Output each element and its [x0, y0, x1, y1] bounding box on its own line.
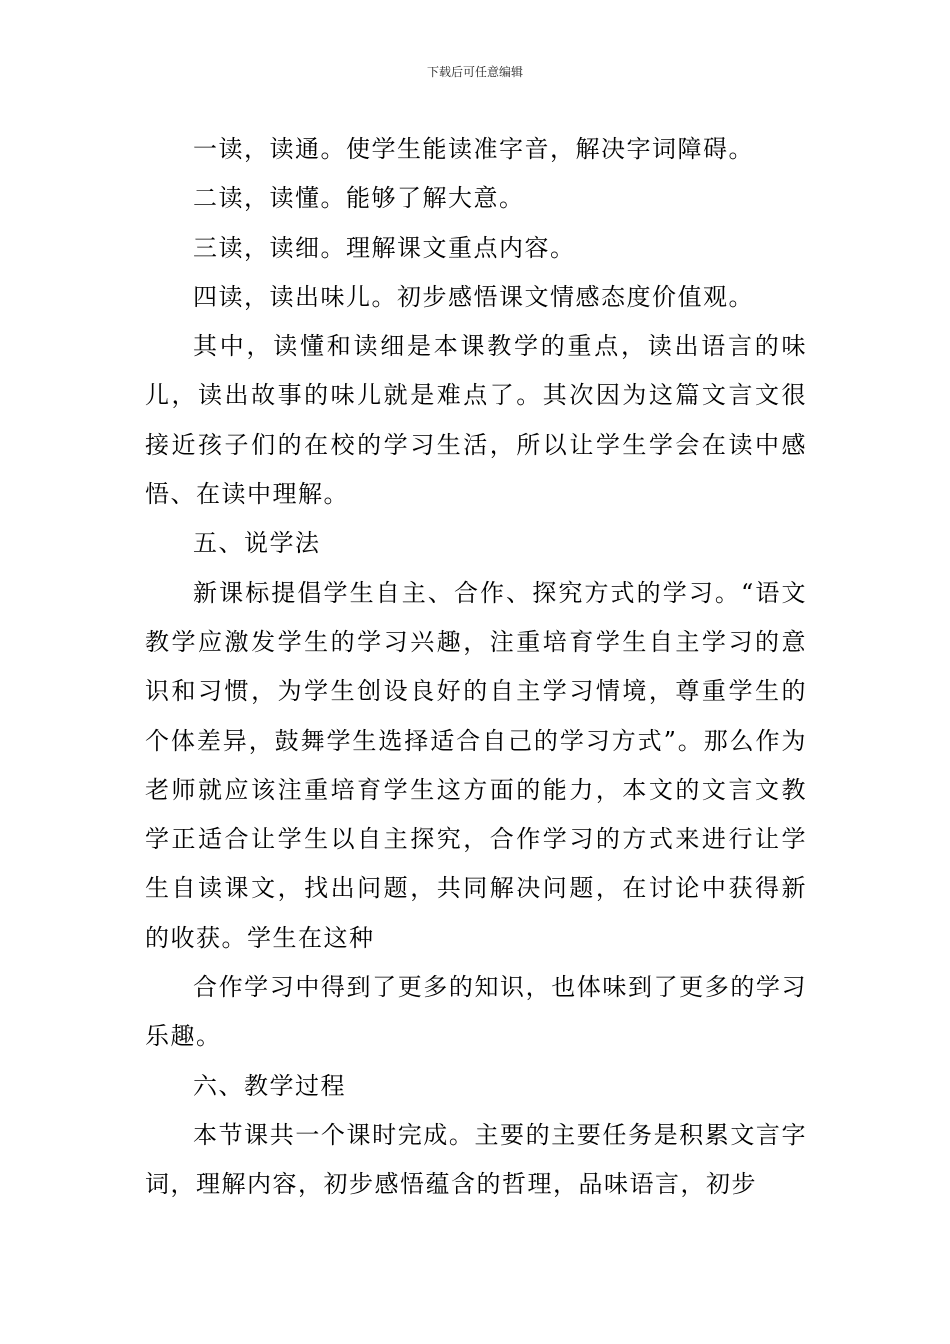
- paragraph-read-1: 一读，读通。使学生能读准字音，解决字词障碍。: [193, 135, 754, 163]
- paragraph-learning-method: 新课标提倡学生自主、合作、探究方式的学习。“语文教学应激发学生的学习兴趣，注重培育学生自主学习的意识和习惯，为学生创设良好的自主学习情境，尊重学生的个体差异，鼓舞学生选择适合自己的学习方式”。那么作为老师就应该注重培育学生这方面的能力，本文的文言文教学正适合让学生以自主探究，合作学习的方式来进行让学生自读课文，找出问题，共同解决问题，在讨论中获得新的收获。学生在这种: [145, 578, 807, 952]
- page-header: 下载后可任意编辑: [426, 65, 523, 79]
- paragraph-read-3: 三读，读细。理解课文重点内容。: [193, 233, 576, 262]
- paragraph-key-points: 其中，读懂和读细是本课教学的重点，读出语言的味儿，读出故事的味儿就是难点了。其次因为这篇文言文很接近孩子们的在校的学习生活，所以让学生学会在读中感悟、在读中理解。: [145, 332, 807, 509]
- document-body: [145, 125, 807, 1210]
- paragraph-cooperative-learning: 合作学习中得到了更多的知识，也体味到了更多的学习乐趣。: [145, 973, 807, 1051]
- section-heading-learning-method: 五、说学法: [193, 529, 321, 558]
- paragraph-read-4: 四读，读出味儿。初步感悟课文情感态度价值观。: [193, 282, 754, 311]
- paragraph-teaching-process: 本节课共一个课时完成。主要的主要任务是积累文言字词，理解内容，初步感悟蕴含的哲理，品味语言，初步: [145, 1120, 807, 1199]
- section-heading-teaching-process: 六、教学过程: [193, 1071, 346, 1100]
- paragraph-read-2: 二读，读懂。能够了解大意。: [193, 184, 525, 213]
